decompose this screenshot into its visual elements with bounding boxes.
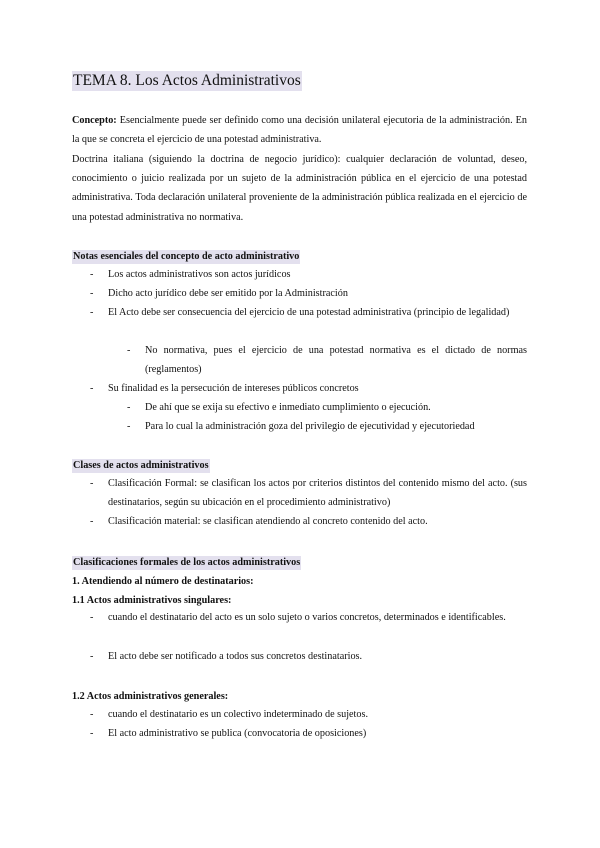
sub-heading-singulares: 1.1 Actos administrativos singulares: <box>72 595 232 606</box>
list-item: - Su finalidad es la persecución de intereses públicos concretos <box>90 383 359 394</box>
list-item: - Para lo cual la administración goza del privilegio de ejecutividad y ejecutoriedad <box>127 421 475 432</box>
list-item: - El acto debe ser notificado a todos sus concretos destinatarios. <box>90 651 363 662</box>
list-item: - cuando el destinatario del acto es un solo sujeto o varios concretos, determinados e identificables. <box>90 612 506 623</box>
notas-heading: Notas esenciales del concepto de acto administrativo <box>73 251 300 262</box>
sub-heading-generales: 1.2 Actos administrativos generales: <box>72 691 229 702</box>
formales-heading: Clasificaciones formales de los actos administrativos <box>73 557 301 568</box>
list-item: - Dicho acto jurídico debe ser emitido por la Administración <box>90 288 348 299</box>
list-item: - No normativa, pues el ejercicio de una potestad normativa es el dictado de normas (reglamentos) <box>127 345 527 375</box>
concepto-label: Concepto: <box>72 115 117 126</box>
sub-heading-destinatarios: 1. Atendiendo al número de destinatarios: <box>72 576 254 587</box>
list-item: - De ahí que se exija su efectivo e inmediato cumplimiento o ejecución. <box>127 402 431 413</box>
list-item: - Clasificación Formal: se clasifican los actos por criterios distintos del contenido mismo del acto. (sus destinatarios, según su ubicación en el procedimiento administrativo) <box>90 478 527 508</box>
concepto-text: Esencialmente puede ser definido como una decisión unilateral ejecutoria de la administración. En la que se concreta el ejercicio de una potestad administrativa. <box>72 115 527 146</box>
list-item: - El acto administrativo se publica (convocatoria de oposiciones) <box>90 728 367 739</box>
clases-heading: Clases de actos administrativos <box>73 460 209 471</box>
list-item: - Clasificación material: se clasifican atendiendo al concreto contenido del acto. <box>90 516 428 527</box>
list-item: - El Acto debe ser consecuencia del ejercicio de una potestad administrativa (principio de legalidad) <box>90 307 510 318</box>
page-title: TEMA 8. Los Actos Administrativos <box>73 72 301 89</box>
list-item: - Los actos administrativos son actos jurídicos <box>90 269 291 280</box>
doctrina-paragraph: Doctrina italiana (siguiendo la doctrina de negocio jurídico): cualquier declaración de voluntad, deseo, conocimiento o juicio realizada por un sujeto de la administración pública en el ejercicio de una potestad administrativa. Toda declaración unilateral proveniente de la administración pública realizada en el ejercicio de una potestad administrativa no normativa. <box>72 154 527 223</box>
concepto-paragraph <box>72 111 527 149</box>
list-item: - cuando el destinatario es un colectivo indeterminado de sujetos. <box>90 709 368 720</box>
